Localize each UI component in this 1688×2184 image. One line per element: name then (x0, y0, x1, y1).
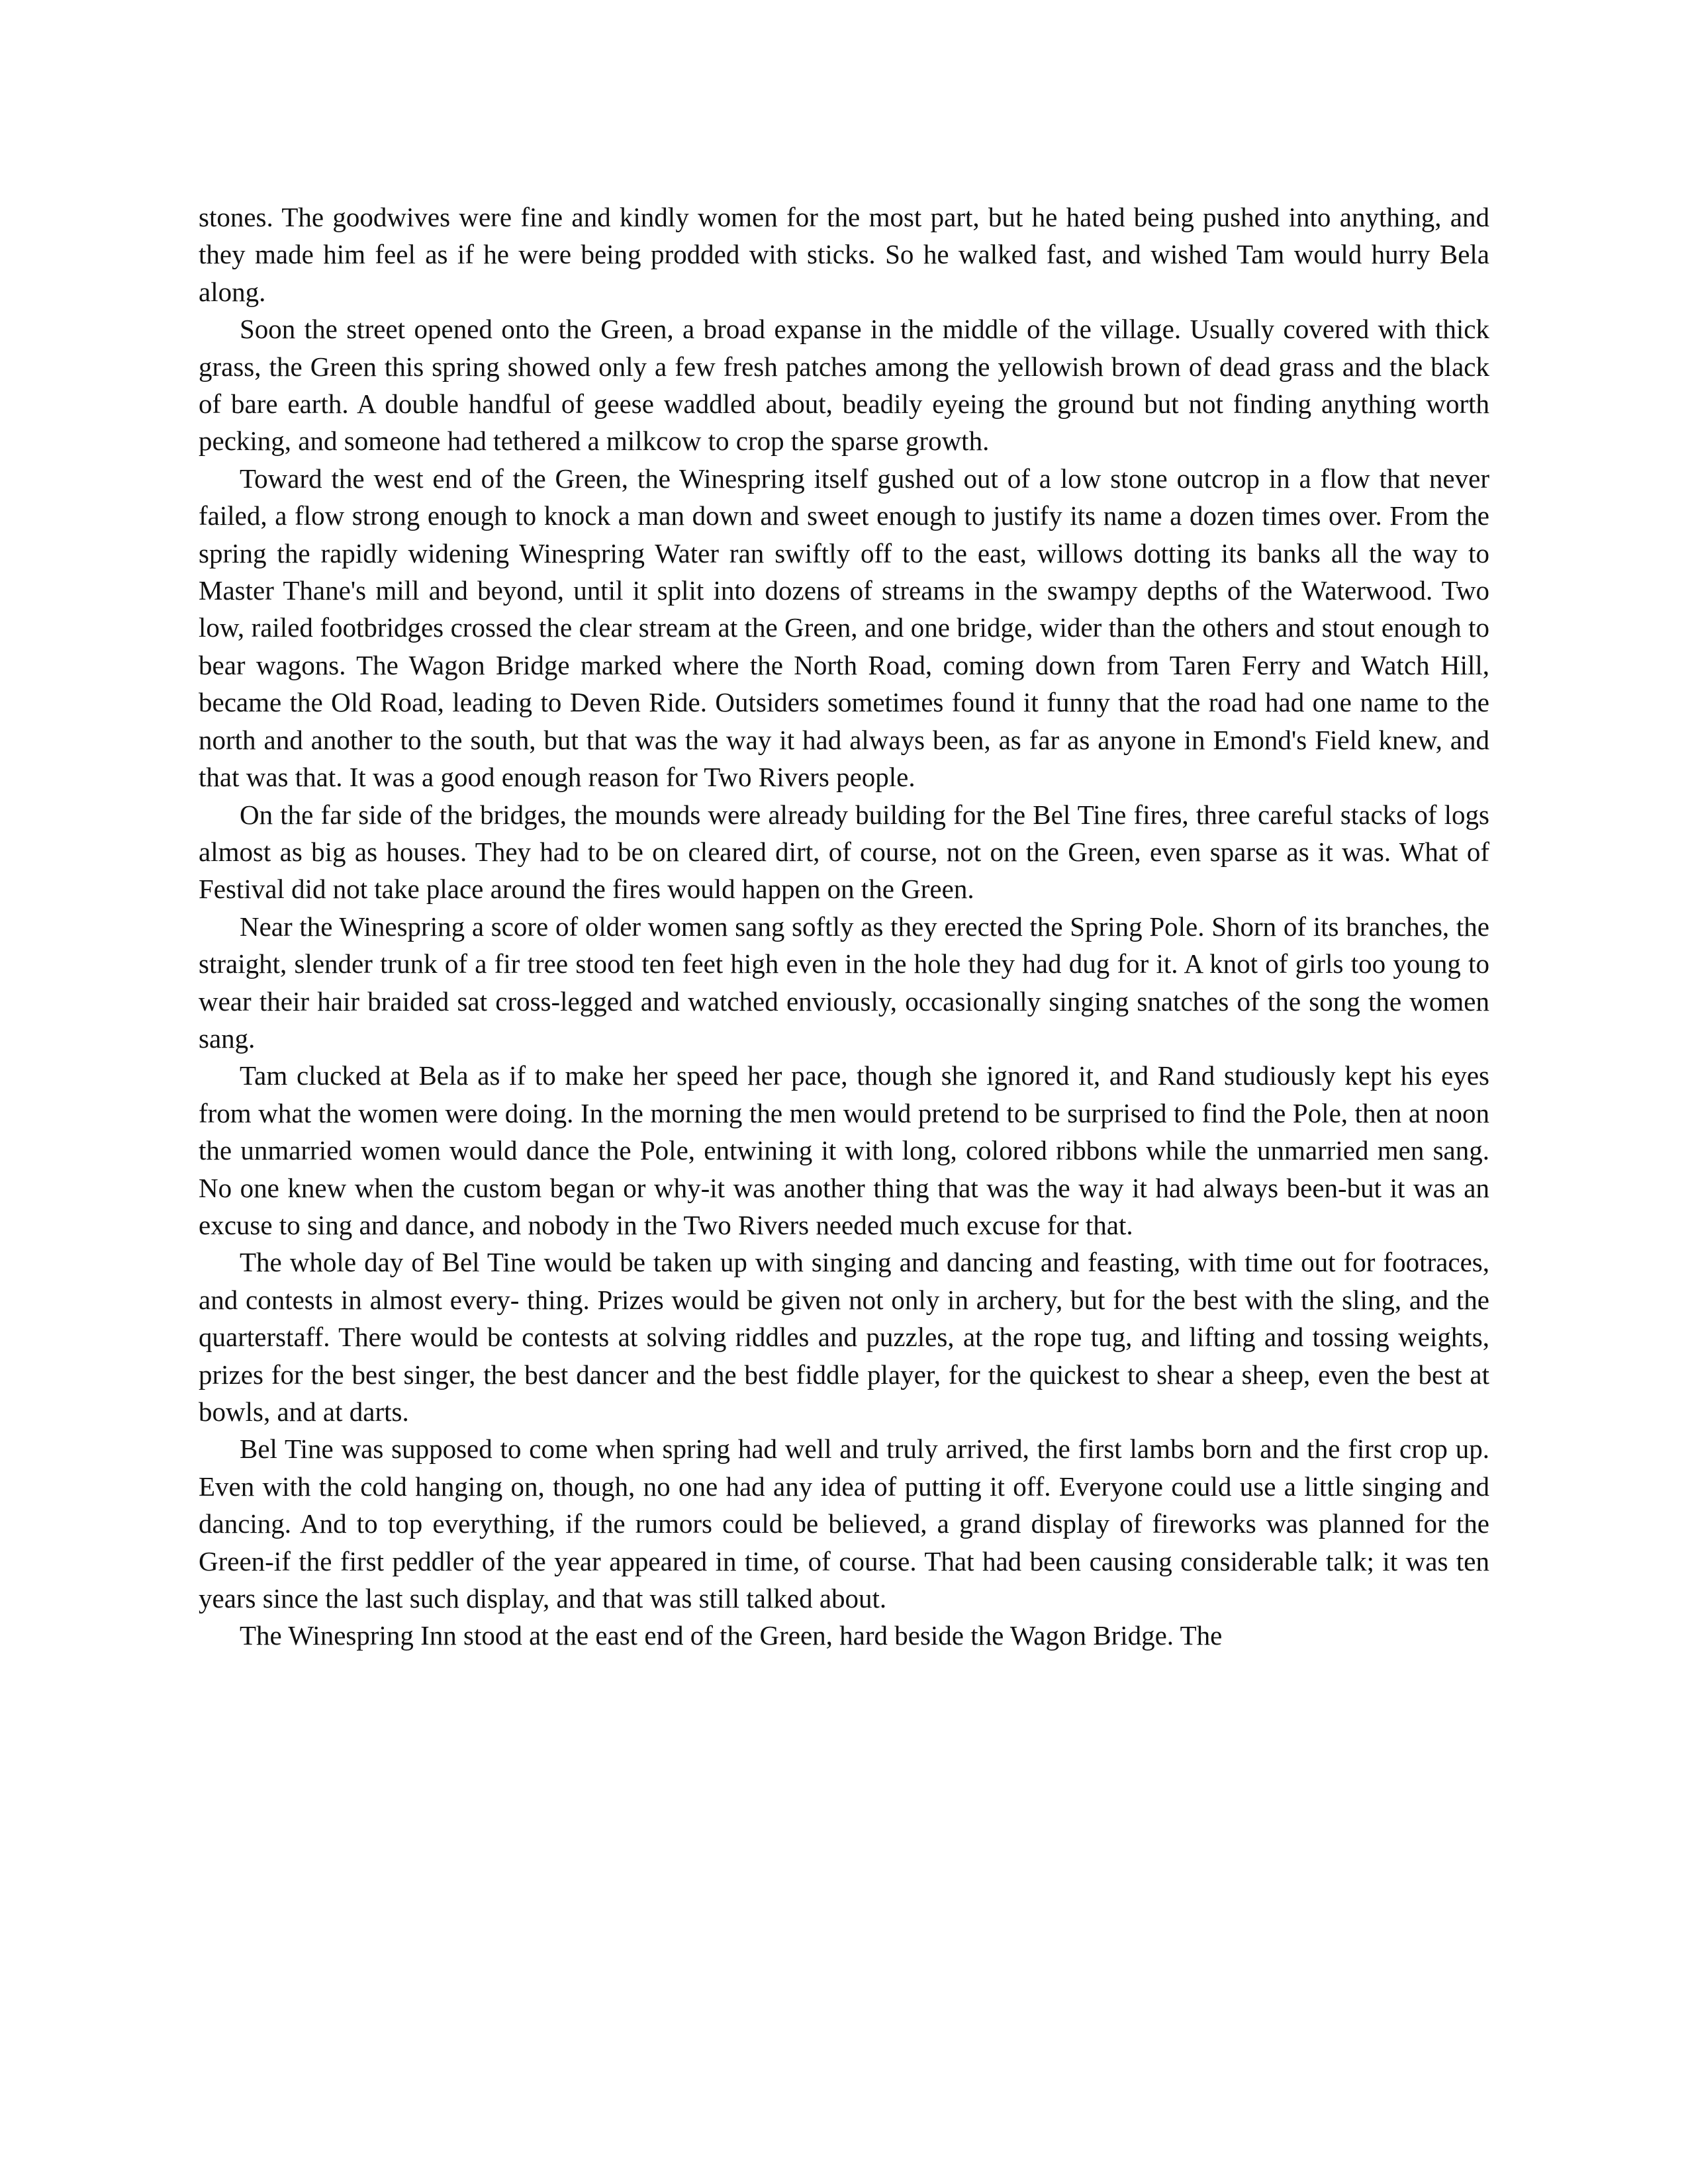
paragraph-6: Tam clucked at Bela as if to make her speed her pace, though she ignored it, and Rand studiously kept his eyes from what the women were doing. In the morning the men would pretend to be surprised to find the Pole, then at noon the unmarried women would dance the Pole, entwining it with long, colored ribbons while the unmarried men sang. No one knew when the custom began or why-it was another thing that was the way it had always been-but it was an excuse to sing and dance, and nobody in the Two Rivers needed much excuse for that. (199, 1060, 1489, 1240)
paragraph-9: The Winespring Inn stood at the east end of the Green, hard beside the Wagon Bridge. The (240, 1620, 1223, 1651)
paragraph-7: The whole day of Bel Tine would be taken up with singing and dancing and feasting, with time out for footraces, and contests in almost every- thing. Prizes would be given not only in archery, but for the best with the sling, and the quarterstaff. There would be contests at solving riddles and puzzles, at the rope tug, and lifting and tossing weights, prizes for the best singer, the best dancer and the best fiddle player, for the quickest to shear a sheep, even the best at bowls, and at darts. (199, 1247, 1489, 1427)
paragraph-1: stones. The goodwives were fine and kindly women for the most part, but he hated being pushed into anything, and they made him feel as if he were being prodded with sticks. So he walked fast, and wished Tam would hurry Bela along. (199, 202, 1489, 307)
paragraph-2: Soon the street opened onto the Green, a broad expanse in the middle of the village. Usually covered with thick grass, the Green this spring showed only a few fresh patches among the yellowish brown of dead grass and the black of bare earth. A double handful of geese waddled about, beadily eyeing the ground but not finding anything worth pecking, and someone had tethered a milkcow to crop the sparse growth. (199, 314, 1489, 457)
paragraph-4: On the far side of the bridges, the mounds were already building for the Bel Tine fires, three careful stacks of logs almost as big as houses. They had to be on cleared dirt, of course, not on the Green, even sparse as it was. What of Festival did not take place around the fires would happen on the Green. (199, 799, 1489, 905)
body-text (199, 199, 1489, 1655)
paragraph-3: Toward the west end of the Green, the Winespring itself gushed out of a low stone outcrop in a flow that never failed, a flow strong enough to knock a man down and sweet enough to justify its name a dozen times over. From the spring the rapidly widening Winespring Water ran swiftly off to the east, willows dotting its banks all the way to Master Thane's mill and beyond, until it split into dozens of streams in the swampy depths of the Waterwood. Two low, railed footbridges crossed the clear stream at the Green, and one bridge, wider than the others and stout enough to bear wagons. The Wagon Bridge marked where the North Road, coming down from Taren Ferry and Watch Hill, became the Old Road, leading to Deven Ride. Outsiders sometimes found it funny that the road had one name to the north and another to the south, but that was the way it had always been, as far as anyone in Emond's Field knew, and that was that. It was a good enough reason for Two Rivers people. (199, 463, 1489, 793)
paragraph-5: Near the Winespring a score of older women sang softly as they erected the Spring Pole. Shorn of its branches, the straight, slender trunk of a fir tree stood ten feet high even in the hole they had dug for it. A knot of girls too young to wear their hair braided sat cross-legged and watched enviously, occasionally singing snatches of the song the women sang. (199, 911, 1489, 1054)
paragraph-8: Bel Tine was supposed to come when spring had well and truly arrived, the first lambs born and the first crop up. Even with the cold hanging on, though, no one had any idea of putting it off. Everyone could use a little singing and dancing. And to top everything, if the rumors could be believed, a grand display of fireworks was planned for the Green-if the first peddler of the year appeared in time, of course. That had been causing considerable talk; it was ten years since the last such display, and that was still talked about. (199, 1433, 1489, 1614)
